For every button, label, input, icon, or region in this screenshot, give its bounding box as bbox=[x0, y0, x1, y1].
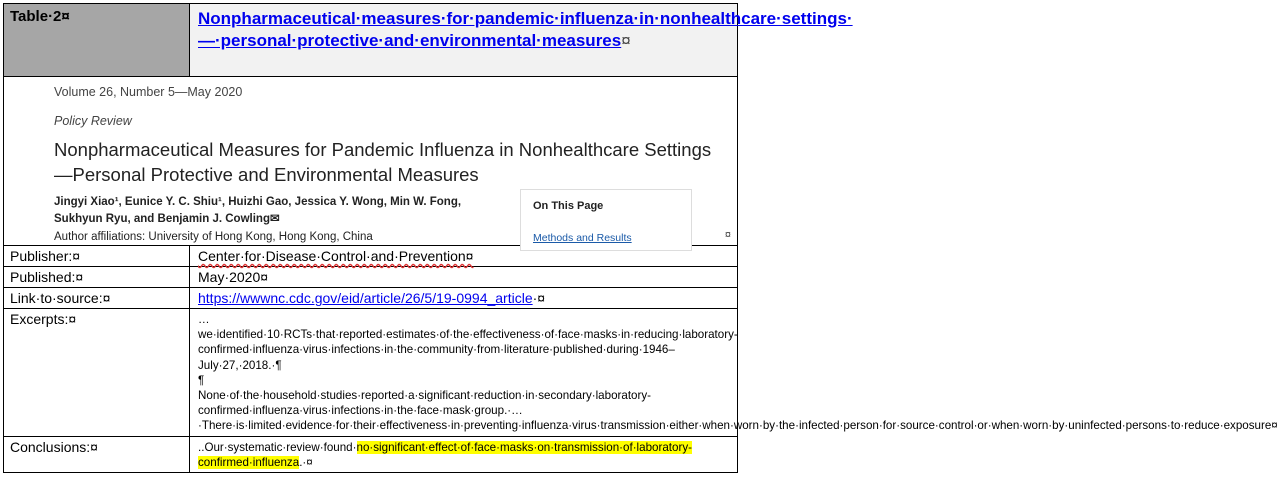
on-this-page-panel bbox=[520, 189, 692, 251]
source-url-link[interactable]: https://wwwnc.cdc.gov/eid/article/26/5/19-0994_article bbox=[198, 290, 533, 306]
volume-info: Volume 26, Number 5—May 2020 bbox=[54, 85, 243, 99]
table-title-cell bbox=[190, 4, 853, 77]
source-table bbox=[3, 3, 1278, 473]
table-label-cell bbox=[4, 4, 190, 77]
conclusion-prefix: ..Our·systematic·review·found· bbox=[198, 440, 357, 454]
link-value-cell bbox=[190, 288, 738, 309]
publisher-label: Publisher:¤ bbox=[4, 246, 190, 267]
conclusion-highlight: no·significant·effect·of·face·masks·on·transmission·of·laboratory-confirmed·influenza bbox=[198, 440, 692, 469]
methods-results-link[interactable]: Methods and Results bbox=[533, 232, 632, 244]
conclusions-row bbox=[4, 436, 738, 472]
excerpts-text bbox=[190, 309, 1278, 437]
cell-end-mark: ¤ bbox=[724, 229, 731, 241]
article-preview bbox=[4, 77, 739, 245]
excerpts-label: Excerpts:¤ bbox=[4, 309, 190, 437]
author-list[interactable]: Jingyi Xiao¹, Eunice Y. C. Shiu¹, Huizhi Gao, Jessica Y. Wong, Min W. Fong, Sukhyun Ryu, and Benjamin J. Cowling✉ bbox=[54, 196, 462, 225]
on-this-page-title: On This Page bbox=[533, 200, 604, 212]
cell-end-mark: ¤ bbox=[621, 30, 631, 50]
conclusions-text bbox=[190, 436, 738, 472]
table-label: Table·2¤ bbox=[10, 8, 70, 25]
excerpt-paragraph-1: …we·identified·10·RCTs·that·reported·estimates·of·the·effectiveness·of·face·masks·in·reducing·laboratory-confirmed·influenza·virus·infections·in·the·community·from·literature·published·during·1946–July·27,·2018.·¶ bbox=[198, 313, 738, 372]
table-header-row bbox=[4, 4, 738, 77]
article-screenshot-cell bbox=[4, 77, 738, 246]
published-row bbox=[4, 267, 738, 288]
cell-end-mark: ·¤ bbox=[532, 290, 546, 306]
published-value: May·2020¤ bbox=[190, 267, 738, 288]
publisher-value: Center·for·Disease·Control·and·Prevention¤ bbox=[190, 246, 738, 267]
conclusion-suffix: .·¤ bbox=[299, 455, 313, 469]
excerpts-row bbox=[4, 309, 738, 437]
link-label: Link·to·source:¤ bbox=[4, 288, 190, 309]
conclusions-label: Conclusions:¤ bbox=[4, 436, 190, 472]
excerpt-pilcrow: ¶ bbox=[198, 373, 205, 387]
article-heading: Nonpharmaceutical Measures for Pandemic Influenza in Nonhealthcare Settings—Personal Protective and Environmental Measures bbox=[54, 139, 712, 185]
section-label: Policy Review bbox=[54, 114, 132, 128]
excerpt-paragraph-2: None·of·the·household·studies·reported·a·significant·reduction·in·secondary·laboratory-confirmed·influenza·virus·infections·in·the·face·mask·group.·…·There·is·limited·evidence·for·their·effectiveness·in·preventing·influenza·virus·transmission·either·when·worn·by·the·infected·person·for·source·control·or·when·worn·by·uninfected·persons·to·reduce·exposure¤ bbox=[198, 389, 1278, 433]
published-label: Published:¤ bbox=[4, 267, 190, 288]
article-title-link[interactable]: Nonpharmaceutical·measures·for·pandemic·influenza·in·nonhealthcare·settings·—·personal·protective·and·environmental·measures bbox=[198, 9, 853, 50]
link-row bbox=[4, 288, 738, 309]
article-screenshot-row bbox=[4, 77, 738, 246]
author-affiliations: Author affiliations: University of Hong Kong, Hong Kong, China bbox=[54, 231, 373, 243]
